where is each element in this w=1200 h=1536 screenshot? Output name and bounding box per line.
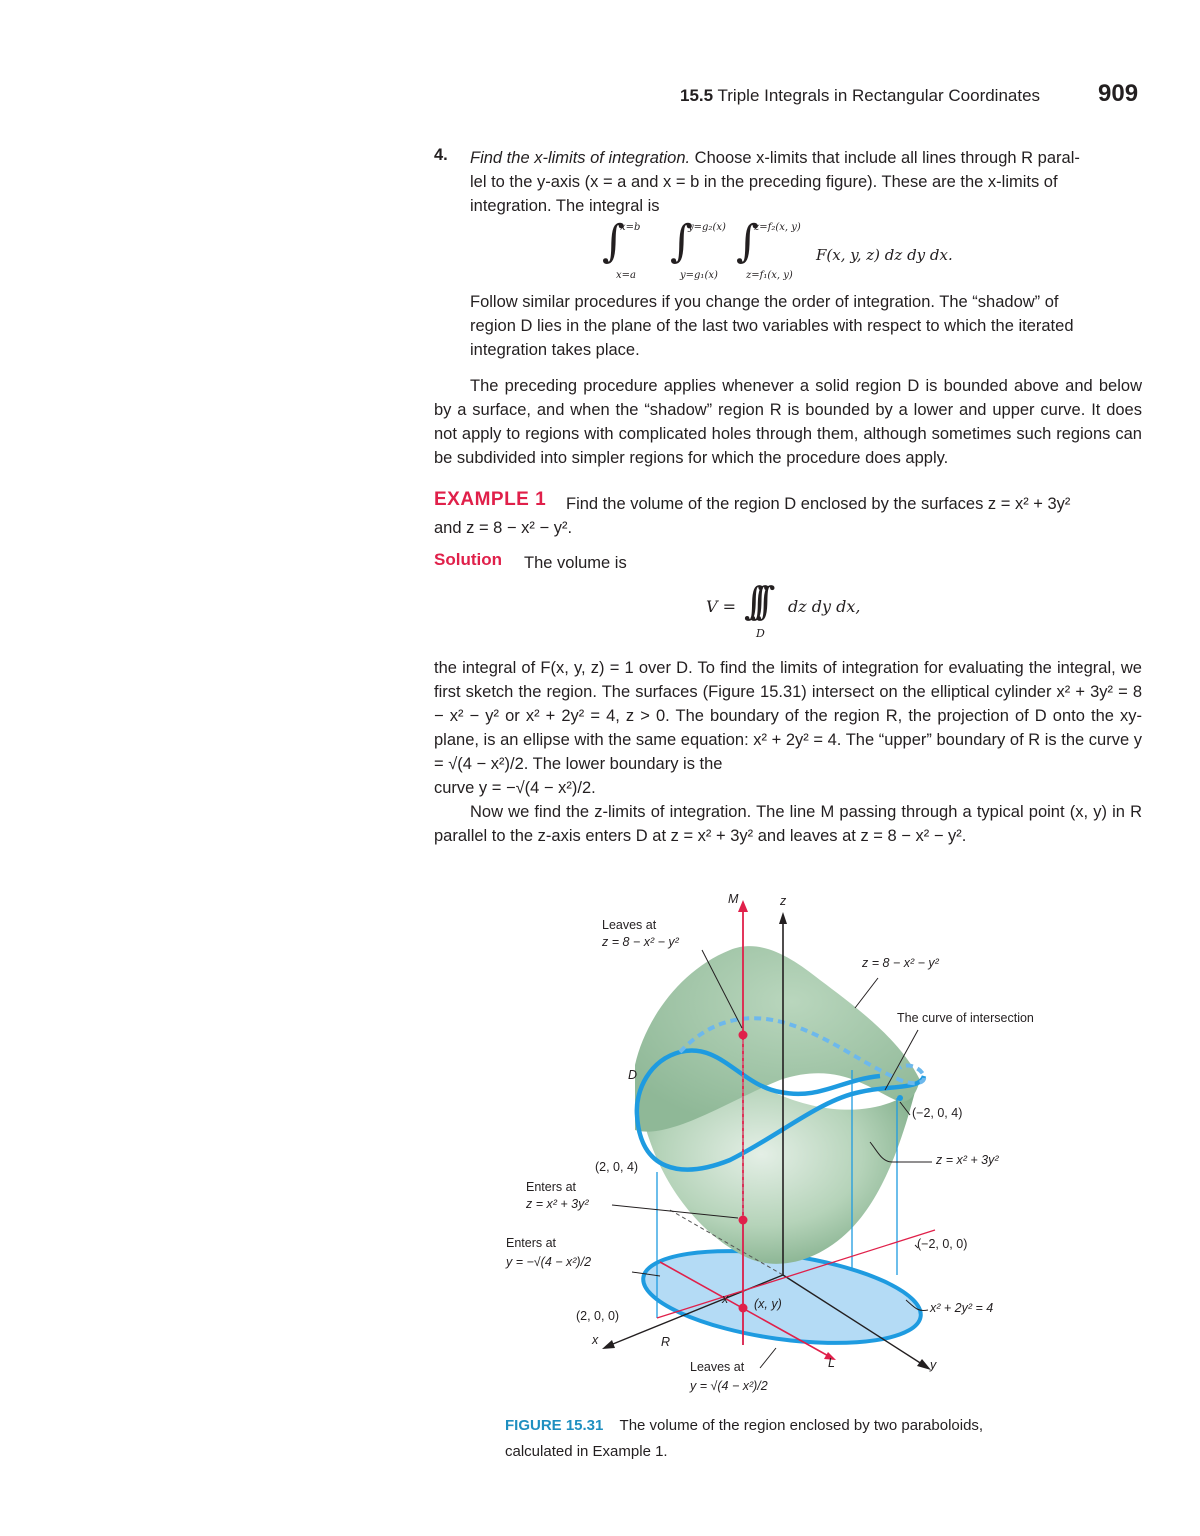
triple-integral-formula <box>600 216 1000 282</box>
volume-region: D <box>756 627 765 640</box>
volume-lhs: V = <box>706 597 737 616</box>
section-number: 15.5 <box>680 86 714 105</box>
inner-upper-limit: z=f₂(x, y) <box>754 222 801 233</box>
step4-line2: lel to the y-axis (x = a and x = b in the preceding figure). These are the x-limits of <box>470 173 1058 191</box>
middle-upper-limit: y=g₂(x) <box>688 222 726 233</box>
label-upper-surface: z = 8 − x² − y² <box>862 956 939 970</box>
label-pt-neg2-0-0: (−2, 0, 0) <box>917 1237 968 1251</box>
caption-line2: calculated in Example 1. <box>505 1443 668 1460</box>
label-R: R <box>661 1335 671 1349</box>
label-leaves-at-bottom-eq: y = √(4 − x²)/2 <box>690 1379 768 1393</box>
label-leaves-at-top: Leaves at <box>602 918 657 932</box>
triple-integral-sign: ∫∫∫ <box>744 579 762 623</box>
sol-line: the projection of D onto the xy-plane, is an ellipse with the same equation: x² + 2y² = 4. <box>434 707 1142 749</box>
sol-line: integral, we first sketch the region. The surfaces (Figure 15.31) intersect on the elliptical <box>434 659 1142 701</box>
solution-label: Solution <box>434 550 502 569</box>
volume-rhs: dz dy dx, <box>788 597 861 616</box>
enters-point <box>739 1216 748 1225</box>
outer-upper-limit: x=b <box>620 222 641 233</box>
step4-text <box>470 146 1142 218</box>
label-xy-point: (x, y) <box>754 1297 782 1311</box>
label-z-axis: z <box>780 894 787 908</box>
procedure-line: It does not apply to regions with complicated holes through them, although sometimes such <box>434 401 1142 443</box>
inner-lower-limit: z=f₁(x, y) <box>746 270 793 281</box>
figure-graphic <box>480 880 1100 1420</box>
leader-line <box>760 1348 776 1368</box>
y-axis-arrow <box>917 1359 931 1370</box>
label-enters-at-y: Enters at <box>506 1236 557 1250</box>
follow-line2: region D lies in the plane of the last two variables with respect to which the iterated <box>470 317 1074 335</box>
step4-line3: integration. The integral is <box>470 197 660 215</box>
xy-point <box>739 1304 748 1313</box>
label-enters-at-eq: z = x² + 3y² <box>526 1197 589 1211</box>
volume-formula <box>700 579 950 647</box>
label-curve-of-intersection: The curve of intersection <box>897 1011 1034 1025</box>
outer-lower-limit: x=a <box>616 270 636 281</box>
step-number: 4. <box>434 146 448 164</box>
sol-line: Now we find the z-limits of integration. The line M passing through a typical point <box>470 803 1065 821</box>
sol-line: The “upper” boundary of R is the curve y = √(4 − x²)/2. The lower boundary is the <box>434 731 1143 773</box>
x-axis-arrow <box>602 1340 615 1349</box>
caption-label: FIGURE 15.31 <box>505 1417 604 1434</box>
label-ellipse-eq: x² + 2y² = 4 <box>930 1301 994 1315</box>
caption-line1: The volume of the region enclosed by two paraboloids, <box>619 1417 984 1434</box>
leaves-point <box>739 1031 748 1040</box>
example-label: EXAMPLE 1 <box>434 489 547 510</box>
leader-line <box>855 978 878 1008</box>
label-pt-neg2-0-4: (−2, 0, 4) <box>912 1106 963 1120</box>
label-leaves-at-bottom: Leaves at <box>690 1360 745 1374</box>
procedure-line: regions can be subdivided into simpler regions for which the procedure does apply. <box>434 425 1142 467</box>
label-pt-2-0-4: (2, 0, 4) <box>595 1160 639 1174</box>
sol-line: cylinder x² + 3y² = 8 − x² − y² or x² + 2y² = 4, z > 0. The boundary of the region R, <box>434 683 1142 725</box>
label-enters-at-y-eq: y = −√(4 − x²)/2 <box>506 1255 592 1269</box>
middle-lower-limit: y=g₁(x) <box>680 270 718 281</box>
follow-line1: Follow similar procedures if you change the order of integration. The “shadow” of <box>470 293 1059 311</box>
step4-lead: Find the x-limits of integration. <box>470 149 691 167</box>
integrand: F(x, y, z) dz dy dx. <box>816 246 953 264</box>
label-x-small: x <box>722 1292 729 1306</box>
section-title: Triple Integrals in Rectangular Coordinates <box>717 86 1041 105</box>
label-enters-at: Enters at <box>526 1180 577 1194</box>
figure-15-31 <box>480 880 1100 1420</box>
integral-sign-middle: ∫ <box>670 216 693 267</box>
sol-line: the integral of F(x, y, z) = 1 over D. To find the limits of integration for evaluating the <box>434 659 1052 677</box>
solution-paragraph1 <box>434 656 1142 800</box>
sol-line: curve y = −√(4 − x²)/2. <box>434 779 596 797</box>
integral-sign-inner: ∫ <box>736 216 759 267</box>
point-neg2-0-4 <box>897 1095 903 1101</box>
figure-caption <box>505 1413 1065 1465</box>
page-number: 909 <box>1098 80 1139 107</box>
sol-line: (x, y) in R parallel to the z-axis enters D at z = x² + 3y² and leaves at z = 8 − x² − y². <box>434 803 1142 845</box>
label-D: D <box>628 1068 638 1082</box>
label-y-axis: y <box>930 1358 937 1372</box>
z-axis-arrow <box>779 912 787 924</box>
procedure-paragraph <box>434 374 1142 470</box>
label-L: L <box>828 1356 835 1370</box>
solution-text: The volume is <box>524 554 627 572</box>
solution-paragraph2 <box>434 800 1142 848</box>
integral-sign-outer: ∫ <box>602 216 625 267</box>
label-leaves-at-top-eq: z = 8 − x² − y² <box>602 935 679 949</box>
label-pt-2-0-0: (2, 0, 0) <box>576 1309 620 1323</box>
label-x-axis: x <box>592 1333 599 1347</box>
example-line1: Find the volume of the region D enclosed by the surfaces z = x² + 3y² <box>566 495 1071 513</box>
follow-line3: integration takes place. <box>470 341 640 359</box>
example-line2: and z = 8 − x² − y². <box>434 519 573 537</box>
procedure-line: The preceding procedure applies whenever a solid region D is bounded above and <box>470 377 1093 395</box>
label-M: M <box>728 892 739 906</box>
step4-line1: Choose x-limits that include all lines through R paral- <box>690 149 1080 167</box>
step4-follow <box>470 290 1142 362</box>
procedure-line: below by a surface, and when the “shadow” region R is bounded by a lower and upper curve. <box>434 377 1142 419</box>
label-lower-surface: z = x² + 3y² <box>936 1153 999 1167</box>
line-M-arrow <box>738 900 748 912</box>
running-head <box>680 86 1040 106</box>
